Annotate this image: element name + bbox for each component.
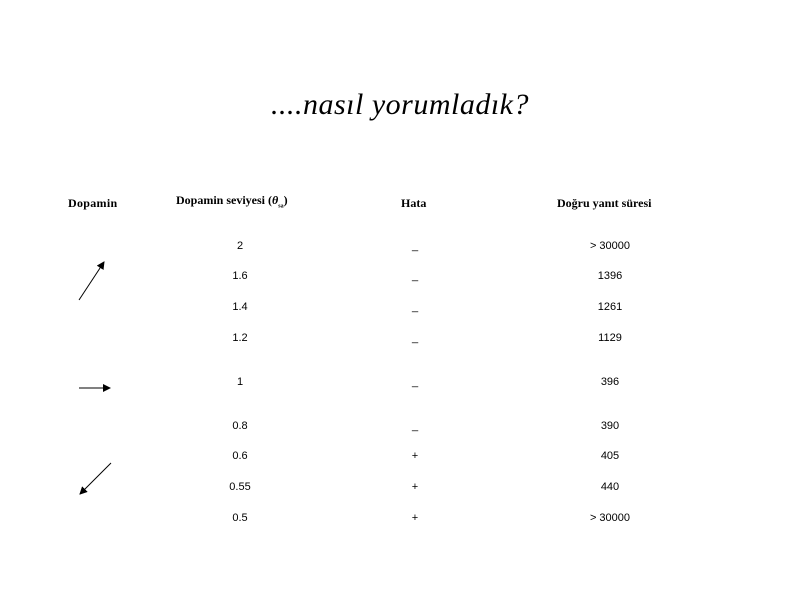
slide-title: ....nasıl yorumladık? [271, 88, 529, 121]
level-cell: 0.8 [232, 420, 248, 432]
hata-cell: _ [411, 240, 419, 252]
time-cell: 405 [600, 450, 620, 462]
time-cell: 440 [600, 481, 620, 493]
arrow-down-left-icon [80, 463, 111, 494]
header-hata: Hata [401, 196, 427, 210]
hata-cell: _ [411, 332, 419, 344]
time-cell: > 30000 [589, 512, 631, 524]
hata-cell: _ [411, 376, 419, 388]
header-dopamin-level-text: Dopamin seviyesi ( [176, 193, 272, 207]
theta-subscript: sa [278, 203, 284, 210]
theta-symbol: θ [272, 193, 279, 207]
time-cell: 396 [600, 376, 620, 388]
header-dopamin: Dopamin [68, 196, 118, 210]
hata-cell: _ [411, 420, 419, 432]
level-cell: 1 [236, 376, 244, 388]
level-cell: 1.6 [232, 270, 248, 282]
time-cell: 1261 [597, 301, 623, 313]
hata-cell: + [411, 481, 419, 493]
header-close-paren: ) [283, 193, 288, 207]
time-cell: 1129 [598, 332, 622, 344]
level-cell: 0.6 [232, 450, 248, 462]
hata-cell: + [411, 512, 419, 524]
hata-cell: _ [411, 301, 419, 313]
level-cell: 0.55 [229, 481, 251, 493]
time-cell: > 30000 [589, 240, 631, 252]
time-cell: 1396 [597, 270, 623, 282]
level-cell: 0.5 [232, 512, 248, 524]
level-cell: 2 [236, 240, 244, 252]
hata-cell: + [411, 450, 419, 462]
arrow-up-right-icon [79, 262, 104, 300]
hata-cell: _ [411, 270, 419, 282]
time-cell: 390 [600, 420, 620, 432]
level-cell: 1.2 [232, 332, 248, 344]
header-correct-response-time: Doğru yanıt süresi [557, 196, 652, 210]
level-cell: 1.4 [232, 301, 248, 313]
